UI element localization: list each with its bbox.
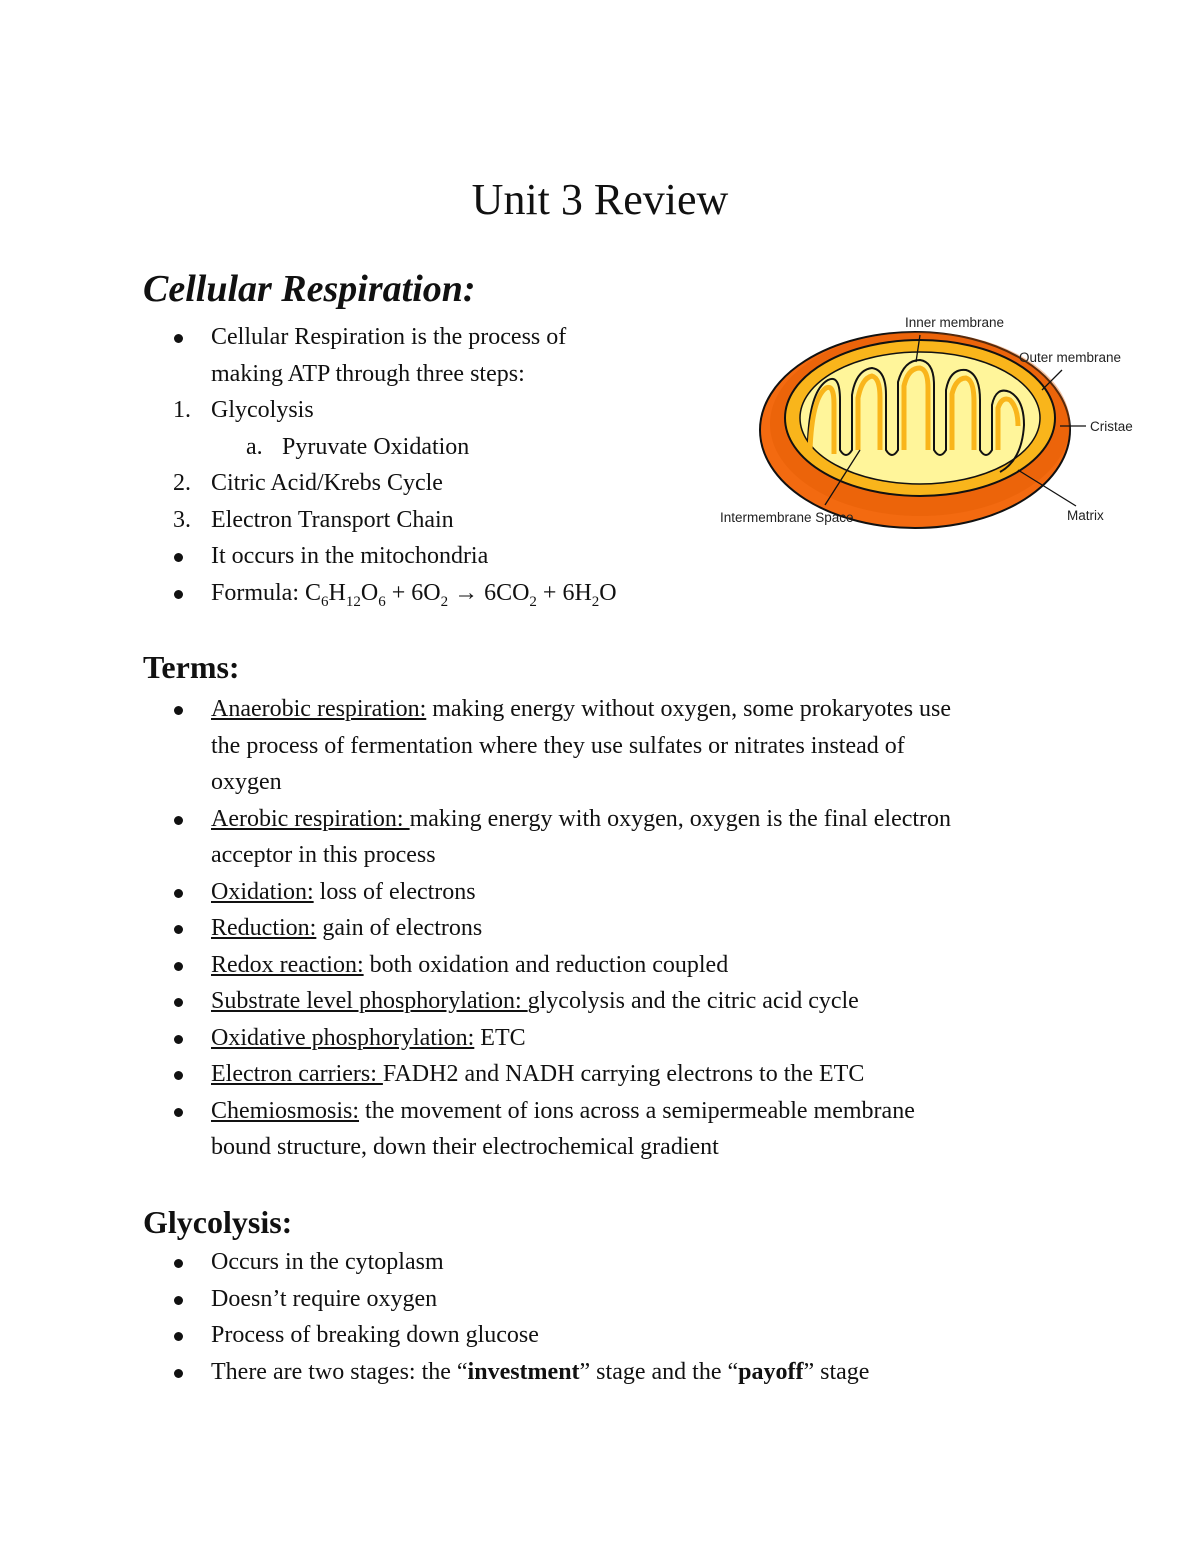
term-label: Reduction: — [211, 915, 317, 941]
step-item: 3. Electron Transport Chain — [173, 506, 454, 533]
respiration-facts — [143, 538, 617, 611]
glycolysis-list — [143, 1244, 1123, 1390]
label-intermembrane-space: Intermembrane Space — [720, 510, 854, 525]
term-item — [143, 1020, 1123, 1057]
label-outer-membrane: Outer membrane — [1019, 350, 1122, 365]
term-item — [143, 947, 1123, 984]
stage-payoff: payoff — [738, 1358, 804, 1385]
label-cristae: Cristae — [1090, 419, 1133, 434]
bullet-icon — [174, 590, 183, 599]
formula: $C_6H_{12}O_6 + 6O_2 \to 6CO_2 + 6H_2O$ — [305, 579, 617, 610]
bullet-icon — [174, 1108, 183, 1117]
bullet-icon — [174, 706, 183, 715]
list-item: It occurs in the mitochondria — [143, 538, 617, 575]
list-item: Process of breaking down glucose — [143, 1317, 1123, 1354]
respiration-steps — [143, 392, 617, 538]
term-item — [143, 983, 1123, 1020]
terms-section — [143, 647, 1123, 1166]
term-definition: FADH2 and NADH carrying electrons to the ETC — [382, 1061, 865, 1087]
term-label: Oxidation: — [211, 878, 314, 905]
term-label: Oxidative phosphorylation: — [211, 1024, 475, 1051]
mitochondrion-diagram — [700, 300, 1160, 540]
list-item-continuation: making ATP through three steps: — [211, 360, 525, 387]
term-label: Redox reaction: — [211, 951, 364, 978]
term-definition: glycolysis and the citric acid cycle — [527, 988, 859, 1014]
stage-investment: investment — [467, 1358, 580, 1385]
bullet-icon — [174, 925, 183, 934]
list-item: Cellular Respiration is the process of — [143, 319, 617, 356]
bullet-icon — [174, 889, 183, 898]
bullet-icon — [174, 1071, 183, 1080]
term-label: Anaerobic respiration: — [211, 696, 427, 722]
bullet-icon — [174, 998, 183, 1007]
bullet-icon — [174, 553, 183, 562]
terms-list — [143, 691, 1123, 1166]
bullet-icon — [174, 1296, 183, 1305]
glycolysis-section — [143, 1202, 1123, 1390]
formula-item: Formula: $C_6H_{12}O_6 + 6O_2 \to 6CO_2 + 6H_2O$ — [143, 575, 617, 612]
cellular-respiration-list — [143, 319, 617, 392]
term-definition: loss of electrons — [313, 878, 476, 905]
bullet-icon — [174, 1259, 183, 1268]
term-item — [143, 874, 1123, 911]
term-label: Substrate level phosphorylation: — [211, 988, 528, 1014]
bullet-icon — [174, 1332, 183, 1341]
term-label: Electron carriers: — [211, 1061, 383, 1087]
term-item — [143, 691, 1123, 728]
glycolysis-heading: Glycolysis: — [143, 1204, 293, 1240]
term-definition: the movement of ions across a semipermeable membrane — [359, 1097, 915, 1124]
label-inner-membrane: Inner membrane — [905, 315, 1005, 330]
step-item: 1. Glycolysis — [173, 397, 314, 423]
label-matrix: Matrix — [1067, 508, 1104, 523]
list-item: There are two stages: the “investment” stage and the “payoff” stage — [143, 1354, 1123, 1391]
list-item: Occurs in the cytoplasm — [143, 1244, 1123, 1281]
term-definition: gain of electrons — [316, 915, 483, 941]
term-label: Aerobic respiration: — [211, 805, 410, 832]
term-definition: making energy without oxygen, some prokaryotes use — [426, 696, 952, 722]
bullet-icon — [174, 816, 183, 825]
cellular-respiration-section — [143, 267, 617, 611]
term-item — [143, 1093, 1123, 1130]
term-item-continuation: acceptor in this process — [211, 842, 436, 868]
bullet-icon — [174, 962, 183, 971]
bullet-icon — [174, 1369, 183, 1378]
term-item — [143, 801, 1123, 838]
term-definition: making energy with oxygen, oxygen is the final electron — [409, 805, 952, 832]
term-item-continuation: the process of fermentation where they use sulfates or nitrates instead of — [211, 732, 905, 759]
page-title: Unit 3 Review — [471, 175, 729, 225]
list-item: Doesn’t require oxygen — [143, 1281, 1123, 1318]
bullet-icon — [174, 1035, 183, 1044]
term-definition: ETC — [474, 1024, 526, 1051]
bullet-icon — [174, 334, 183, 343]
term-label: Chemiosmosis: — [211, 1097, 360, 1124]
term-definition: both oxidation and reduction coupled — [363, 951, 729, 978]
terms-heading: Terms: — [143, 649, 240, 685]
step-subitem: a. Pyruvate Oxidation — [246, 433, 470, 460]
term-item-continuation: oxygen — [211, 769, 282, 795]
term-item — [143, 1056, 1123, 1093]
term-item-continuation: bound structure, down their electrochemical gradient — [211, 1134, 719, 1160]
step-item: 2. Citric Acid/Krebs Cycle — [173, 470, 443, 496]
cellular-respiration-heading: Cellular Respiration: — [143, 268, 476, 310]
term-item — [143, 910, 1123, 947]
